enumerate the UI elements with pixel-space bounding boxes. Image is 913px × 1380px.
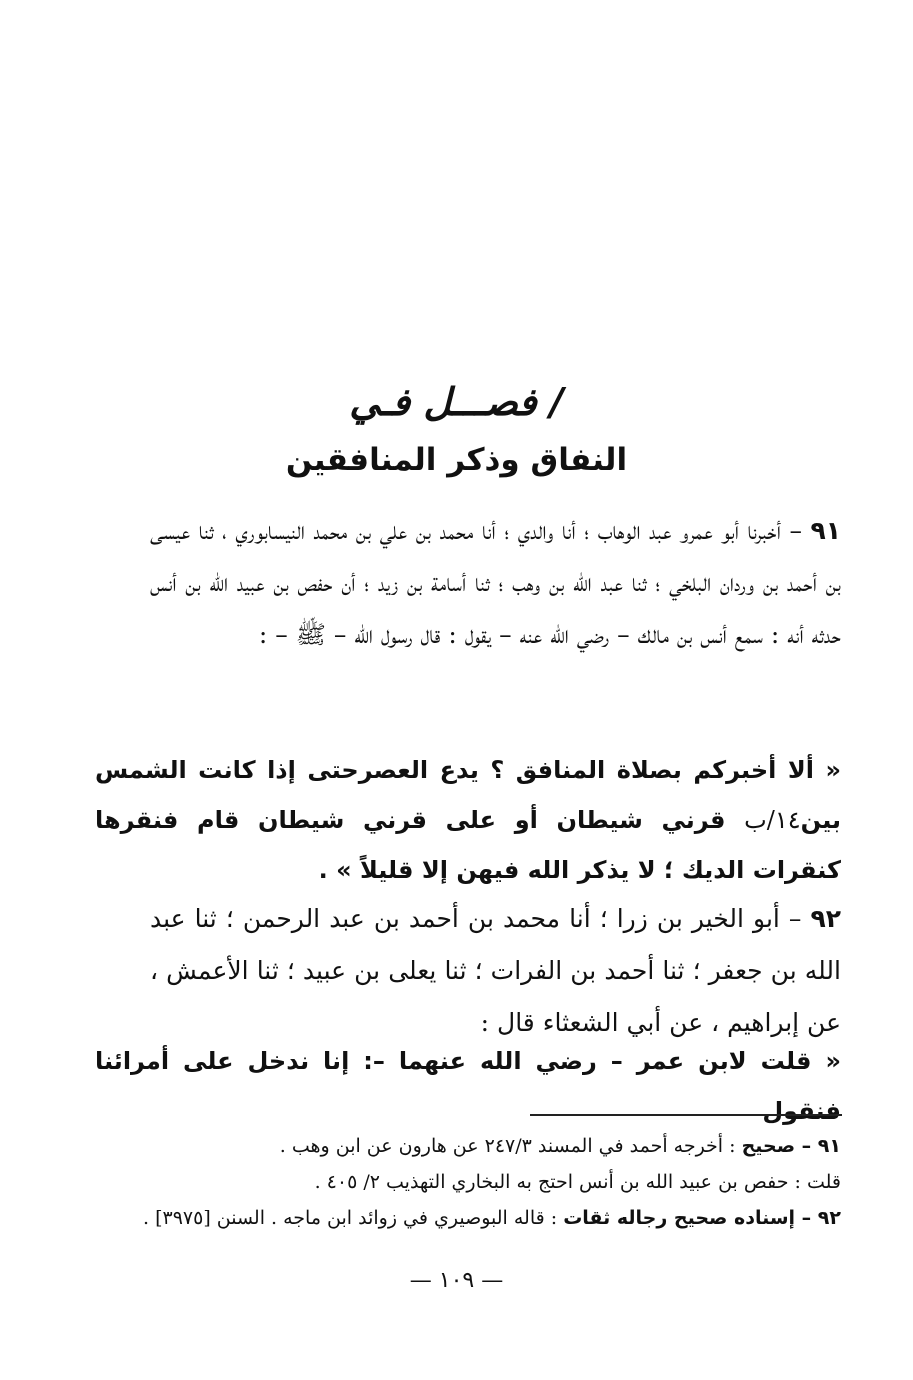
section-heading: فصـــل فـي / [349, 380, 564, 424]
hadith-91-number: ٩١ [810, 516, 841, 545]
hadith-91-isnad-text: – أخبرنا أبو عمرو عبد الوهاب ؛ أنا والدي ؛ أنا محمد بن علي بن محمد النيسابوري ، ثنا عيسى بن أحمد بن وردان البلخي ؛ ثنا عبد الله بن وهب ؛ ثنا أسامة بن زيد ؛ أن حفص بن عبيد الله بن أنس حدثه أنه : سمع أنس بن مالك – رضي الله عنه – يقول : قال رسول الله – ﷺ – : [150, 516, 841, 649]
hadith-91-matn [95, 745, 841, 895]
hadith-91-matn-continued: قرني شيطان أو على قرني شيطان قام فنقرها كنقرات الديك ؛ لا يذكر الله فيهن إلا قليلاً » . [95, 806, 841, 884]
footnote-92 [95, 1200, 841, 1236]
hadith-91-matn-text: « ألا أخبركم بصلاة المنافق ؟ يدع العصرحتى إذا كانت الشمس بين [95, 756, 842, 834]
footnote-91-label: ٩١ – صحيح [741, 1135, 841, 1157]
hadith-92-isnad [150, 893, 841, 1049]
page-number: — ١٠٩ — [409, 1268, 504, 1293]
hadith-92-isnad-text: – أبو الخير بن زرا ؛ أنا محمد بن أحمد بن عبد الرحمن ؛ ثنا عبد الله بن جعفر ؛ ثنا أحمد بن الفرات ؛ ثنا يعلى بن عبيد ؛ ثنا الأعمش ، عن إبراهيم ، عن أبي الشعثاء قال : [150, 904, 841, 1037]
footnote-separator [530, 1114, 842, 1116]
footnote-91-text: : أخرجه أحمد في المسند ٢٤٧/٣ عن هارون عن ابن وهب . [279, 1135, 742, 1157]
footnote-92-label: ٩٢ – إسناده صحيح رجاله ثقات [563, 1207, 841, 1229]
footnote-91 [95, 1128, 841, 1164]
footnote-92-text: : قاله البوصيري في زوائد ابن ماجه . السنن [٣٩٧٥] . [142, 1207, 564, 1229]
section-subtitle: النفاق وذكر المنافقين [285, 442, 628, 478]
hadith-91-isnad [150, 505, 841, 661]
footnote-91-note: قلت : حفص بن عبيد الله بن أنس احتج به البخاري التهذيب ٢/ ٤٠٥ . [314, 1171, 841, 1193]
hadith-92-number: ٩٢ [810, 904, 841, 933]
footnotes [95, 1128, 841, 1236]
manuscript-folio-ref: ١٤/ب [744, 806, 801, 834]
hadith-92-matn: « قلت لابن عمر – رضي الله عنهما –: إنا ندخل على أمرائنا فنقول [95, 1047, 841, 1125]
